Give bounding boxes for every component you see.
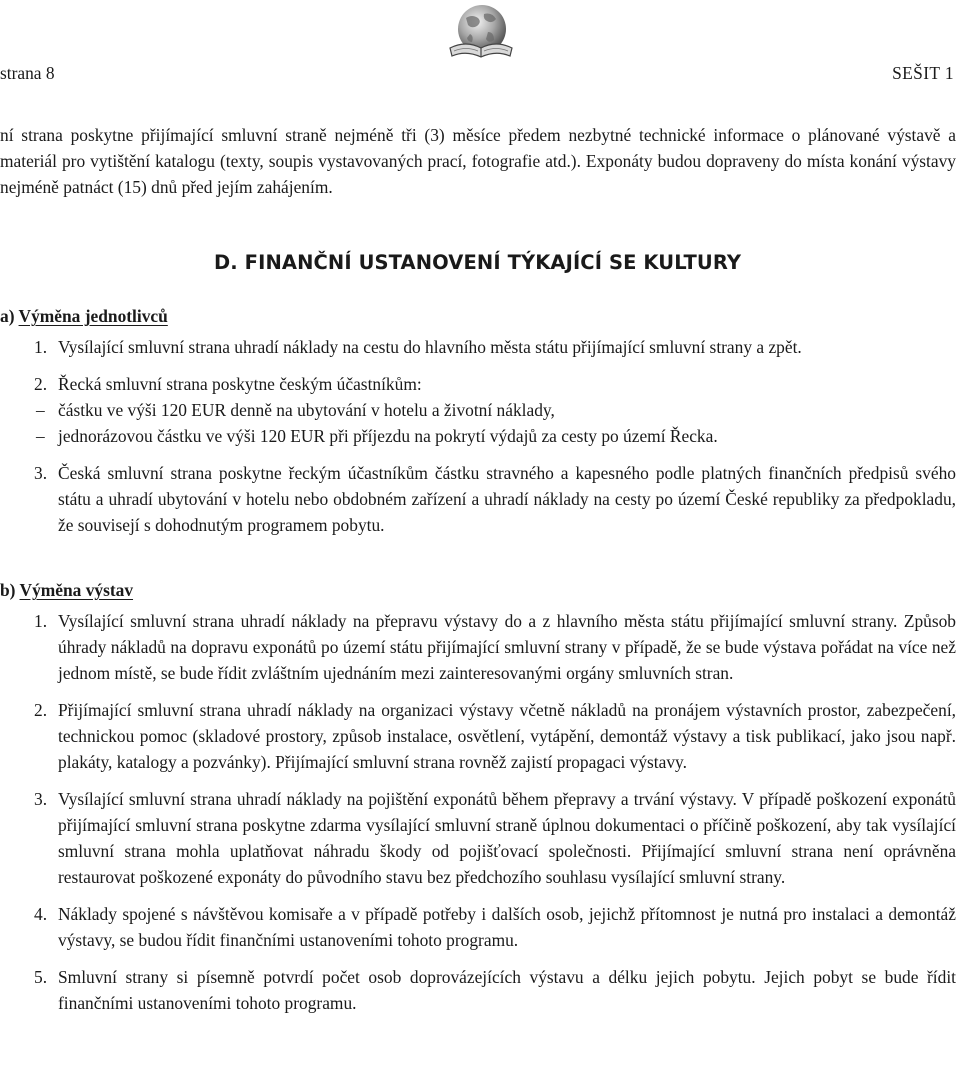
item-text: Náklady spojené s návštěvou komisaře a v případě potřeby i dalších osob, jejichž přítomnost je nutná pro instalaci a demontáž výstavy, se budou řídit finančními ustanoveními tohoto programu. — [58, 904, 956, 950]
page-number: strana 8 — [0, 63, 55, 83]
list-item — [0, 697, 956, 775]
subsection-heading-a — [0, 304, 168, 328]
list-item — [0, 901, 956, 953]
section-b-list — [0, 608, 956, 1016]
subsection-title: Výměna výstav — [19, 580, 134, 600]
item-number: 4. — [34, 904, 48, 924]
dash-text: částku ve výši 120 EUR denně na ubytování v hotelu a životní náklady, — [58, 400, 555, 420]
section-heading-d: D. FINANČNÍ USTANOVENÍ TÝKAJÍCÍ SE KULTURY — [214, 251, 742, 274]
item-text: Vysílající smluvní strana uhradí náklady na cestu do hlavního města státu přijímající smluvní strany a zpět. — [58, 337, 802, 357]
list-item — [0, 608, 956, 686]
dash-bullet: – — [36, 400, 45, 420]
item-number: 3. — [34, 789, 48, 809]
dash-list-item — [0, 397, 956, 423]
list-item — [0, 964, 956, 1016]
list-item — [0, 371, 956, 397]
item-text: Smluvní strany si písemně potvrdí počet osob doprovázejících výstavu a délku jejich pobytu. Jejich pobyt se bude řídit finančními ustanoveními tohoto programu. — [58, 967, 956, 1013]
intro-block — [0, 122, 956, 200]
subsection-letter: a) — [0, 306, 15, 326]
item-text: Řecká smluvní strana poskytne českým účastníkům: — [58, 374, 422, 394]
globe-book-logo — [446, 2, 514, 62]
item-number: 1. — [34, 611, 48, 631]
subsection-heading-b — [0, 578, 133, 602]
item-number: 3. — [34, 463, 48, 483]
item-text: Vysílající smluvní strana uhradí náklady na přepravu výstavy do a z hlavního města státu přijímající smluvní strany. Způsob úhrady nákladů na dopravu exponátů po území státu přijímající smluvní strany v případě, že se bude výstava pořádat na více než jednom místě, se bude řídit zvláštním ujednáním mezi zainteresovanými orgány smluvních stran. — [58, 611, 956, 683]
item-text: Vysílající smluvní strana uhradí náklady na pojištění exponátů během přepravy a trvání výstavy. V případě poškození exponátů přijímající smluvní strana poskytne zdarma vysílající smluvní straně úplnou dokumentaci o příčině poškození, aby tak vysílající smluvní strana mohla uplatňovat náhradu škody od pojišťovací společnosti. Přijímající smluvní strana není oprávněna restaurovat poškozené exponáty do původního stavu bez předchozího souhlasu vysílající smluvní strany. — [58, 789, 956, 887]
item-text: Česká smluvní strana poskytne řeckým účastníkům částku stravného a kapesného podle platných finančních předpisů svého státu a uhradí ubytování v hotelu nebo obdobném zařízení a uhradí náklady na cesty po území České republiky za předpokladu, že souvisejí s dohodnutým programem pobytu. — [58, 463, 956, 535]
section-a-list — [0, 334, 956, 538]
booklet-label: SEŠIT 1 — [892, 63, 954, 83]
dash-text: jednorázovou částku ve výši 120 EUR při příjezdu na pokrytí výdajů za cesty po území Řecka. — [58, 426, 718, 446]
list-item — [0, 460, 956, 538]
dash-list-item — [0, 423, 956, 449]
list-item — [0, 334, 956, 360]
item-number: 2. — [34, 374, 48, 394]
subsection-title: Výměna jednotlivců — [18, 306, 168, 326]
item-number: 5. — [34, 967, 48, 987]
item-number: 1. — [34, 337, 48, 357]
list-item — [0, 786, 956, 890]
dash-bullet: – — [36, 426, 45, 446]
item-text: Přijímající smluvní strana uhradí náklady na organizaci výstavy včetně nákladů na pronájem výstavních prostor, zabezpečení, technickou pomoc (skladové prostory, způsob instalace, osvětlení, vytápění, demontáž výstavy a tisk publikací, jako jsou např. plakáty, katalogy a pozvánky). Přijímající smluvní strana rovněž zajistí propagaci výstavy. — [58, 700, 956, 772]
item-number: 2. — [34, 700, 48, 720]
subsection-letter: b) — [0, 580, 16, 600]
intro-paragraph: ní strana poskytne přijímající smluvní straně nejméně tři (3) měsíce předem nezbytné technické informace o plánované výstavě a materiál pro vytištění katalogu (texty, soupis vystavovaných prací, fotografie atd.). Exponáty budou dopraveny do místa konání výstavy nejméně patnáct (15) dnů před jejím zahájením. — [0, 125, 956, 197]
